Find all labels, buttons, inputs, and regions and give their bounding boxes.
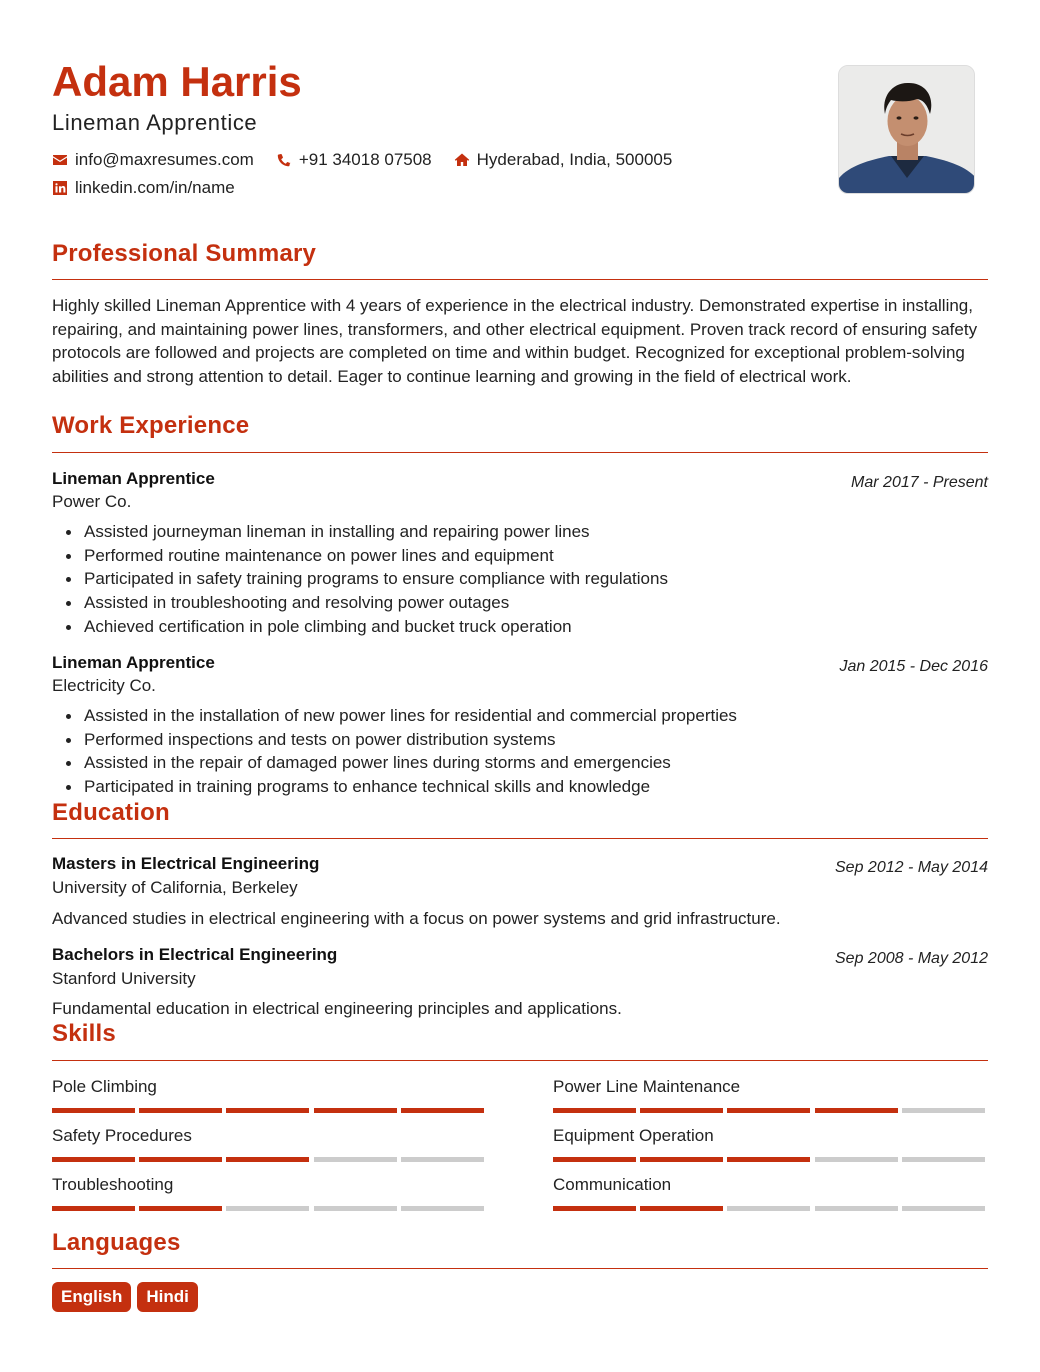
skill-level-segment-empty bbox=[401, 1157, 484, 1162]
skill-level-segment-empty bbox=[401, 1206, 484, 1211]
skill-level-segment-filled bbox=[727, 1157, 810, 1162]
school-name: Stanford University bbox=[52, 969, 196, 988]
skills-heading: Skills bbox=[52, 1020, 116, 1047]
job-title: Lineman Apprentice bbox=[52, 653, 215, 672]
skill-item bbox=[553, 1174, 989, 1211]
skill-level-segment-filled bbox=[226, 1108, 309, 1113]
contact-linkedin[interactable] bbox=[52, 177, 235, 199]
skill-item bbox=[52, 1076, 488, 1113]
skill-level-segment-filled bbox=[553, 1157, 636, 1162]
skill-level-segment-empty bbox=[314, 1206, 397, 1211]
skill-name: Equipment Operation bbox=[553, 1126, 714, 1145]
skill-name: Safety Procedures bbox=[52, 1126, 192, 1145]
job-title: Lineman Apprentice bbox=[52, 469, 215, 488]
skill-item bbox=[52, 1174, 488, 1211]
contact-row bbox=[52, 149, 694, 171]
job-company: Electricity Co. bbox=[52, 676, 156, 695]
job-dates: Jan 2015 - Dec 2016 bbox=[839, 658, 988, 675]
phone-text: +91 34018 07508 bbox=[298, 150, 432, 169]
skill-level-segment-filled bbox=[401, 1108, 484, 1113]
skill-name: Communication bbox=[553, 1175, 672, 1194]
skill-level-bar bbox=[52, 1108, 488, 1113]
candidate-title: Lineman Apprentice bbox=[52, 110, 258, 135]
language-badge: English bbox=[52, 1282, 131, 1312]
skill-level-segment-empty bbox=[727, 1206, 810, 1211]
section-divider bbox=[52, 1060, 988, 1061]
skill-item bbox=[52, 1125, 488, 1162]
skill-level-segment-filled bbox=[52, 1157, 135, 1162]
skill-level-segment-empty bbox=[815, 1157, 898, 1162]
language-badge: Hindi bbox=[137, 1282, 198, 1312]
section-divider bbox=[52, 838, 988, 839]
skill-level-bar bbox=[52, 1157, 488, 1162]
list-item: Participated in safety training programs to ensure compliance with regulations bbox=[62, 567, 962, 591]
skill-level-segment-filled bbox=[52, 1108, 135, 1113]
list-item: Assisted in troubleshooting and resolving power outages bbox=[62, 591, 962, 615]
profile-photo-illustration bbox=[839, 66, 975, 194]
degree-dates: Sep 2008 - May 2012 bbox=[835, 950, 988, 967]
skill-level-segment-filled bbox=[139, 1206, 222, 1211]
section-divider bbox=[52, 1268, 988, 1269]
skill-level-segment-filled bbox=[314, 1108, 397, 1113]
summary-heading: Professional Summary bbox=[52, 240, 317, 267]
list-item: Achieved certification in pole climbing and bucket truck operation bbox=[62, 615, 962, 639]
degree-title: Bachelors in Electrical Engineering bbox=[52, 945, 338, 964]
contact-row-2 bbox=[52, 177, 257, 199]
degree-description: Fundamental education in electrical engineering principles and applications. bbox=[52, 999, 622, 1018]
profile-photo bbox=[838, 65, 975, 194]
job-company: Power Co. bbox=[52, 492, 132, 511]
experience-heading: Work Experience bbox=[52, 412, 250, 439]
skill-item bbox=[553, 1076, 989, 1113]
job-bullets bbox=[62, 520, 962, 639]
skill-level-bar bbox=[553, 1157, 989, 1162]
list-item: Assisted journeyman lineman in installing and repairing power lines bbox=[62, 520, 962, 544]
skill-level-segment-empty bbox=[902, 1157, 985, 1162]
skill-level-segment-filled bbox=[815, 1108, 898, 1113]
job-dates: Mar 2017 - Present bbox=[851, 474, 988, 491]
skill-level-segment-empty bbox=[226, 1206, 309, 1211]
skill-level-segment-filled bbox=[226, 1157, 309, 1162]
job-bullets bbox=[62, 704, 962, 799]
envelope-icon bbox=[52, 152, 68, 168]
skill-level-segment-empty bbox=[815, 1206, 898, 1211]
contact-phone[interactable] bbox=[276, 149, 432, 171]
skill-name: Power Line Maintenance bbox=[553, 1077, 741, 1096]
contact-email[interactable] bbox=[52, 149, 254, 171]
list-item: Performed inspections and tests on power distribution systems bbox=[62, 728, 962, 752]
linkedin-icon bbox=[52, 180, 68, 196]
skill-level-segment-empty bbox=[902, 1206, 985, 1211]
skill-level-bar bbox=[52, 1206, 488, 1211]
skill-name: Troubleshooting bbox=[52, 1175, 174, 1194]
section-divider bbox=[52, 452, 988, 453]
list-item: Performed routine maintenance on power lines and equipment bbox=[62, 544, 962, 568]
school-name: University of California, Berkeley bbox=[52, 878, 298, 897]
list-item: Participated in training programs to enhance technical skills and knowledge bbox=[62, 775, 962, 799]
list-item: Assisted in the installation of new power lines for residential and commercial properties bbox=[62, 704, 962, 728]
skill-level-segment-filled bbox=[52, 1206, 135, 1211]
skill-level-segment-filled bbox=[553, 1108, 636, 1113]
skill-level-segment-empty bbox=[902, 1108, 985, 1113]
skill-item bbox=[553, 1125, 989, 1162]
phone-icon bbox=[276, 152, 292, 168]
skill-level-bar bbox=[553, 1206, 989, 1211]
skill-level-bar bbox=[553, 1108, 989, 1113]
home-icon bbox=[454, 152, 470, 168]
linkedin-text: linkedin.com/in/name bbox=[75, 178, 235, 197]
list-item: Assisted in the repair of damaged power lines during storms and emergencies bbox=[62, 751, 962, 775]
location-text: Hyderabad, India, 500005 bbox=[476, 150, 673, 169]
languages-list bbox=[52, 1282, 204, 1312]
skill-level-segment-filled bbox=[727, 1108, 810, 1113]
skill-level-segment-filled bbox=[640, 1206, 723, 1211]
degree-description: Advanced studies in electrical engineering with a focus on power systems and grid infrastructure. bbox=[52, 909, 781, 928]
email-text: info@maxresumes.com bbox=[75, 150, 254, 169]
candidate-name: Adam Harris bbox=[52, 58, 302, 105]
skill-level-segment-filled bbox=[640, 1157, 723, 1162]
summary-text: Highly skilled Lineman Apprentice with 4 years of experience in the electrical industry. Demonstrated expertise in installing, repairing, and maintaining power lines, transformers, and other electrical equipment. Proven track record of ensuring safety protocols are followed and projects are completed on time and within budget. Recognized for exceptional problem-solving abilities and strong attention to detail. Eager to continue learning and growing in the field of electrical work. bbox=[52, 296, 978, 386]
degree-title: Masters in Electrical Engineering bbox=[52, 854, 320, 873]
degree-dates: Sep 2012 - May 2014 bbox=[835, 859, 988, 876]
skill-level-segment-filled bbox=[640, 1108, 723, 1113]
skill-level-segment-filled bbox=[139, 1108, 222, 1113]
skill-level-segment-filled bbox=[553, 1206, 636, 1211]
languages-heading: Languages bbox=[52, 1229, 181, 1256]
section-divider bbox=[52, 279, 988, 280]
skill-level-segment-empty bbox=[314, 1157, 397, 1162]
skill-level-segment-filled bbox=[139, 1157, 222, 1162]
education-heading: Education bbox=[52, 799, 170, 826]
skill-name: Pole Climbing bbox=[52, 1077, 157, 1096]
contact-location bbox=[454, 149, 673, 171]
